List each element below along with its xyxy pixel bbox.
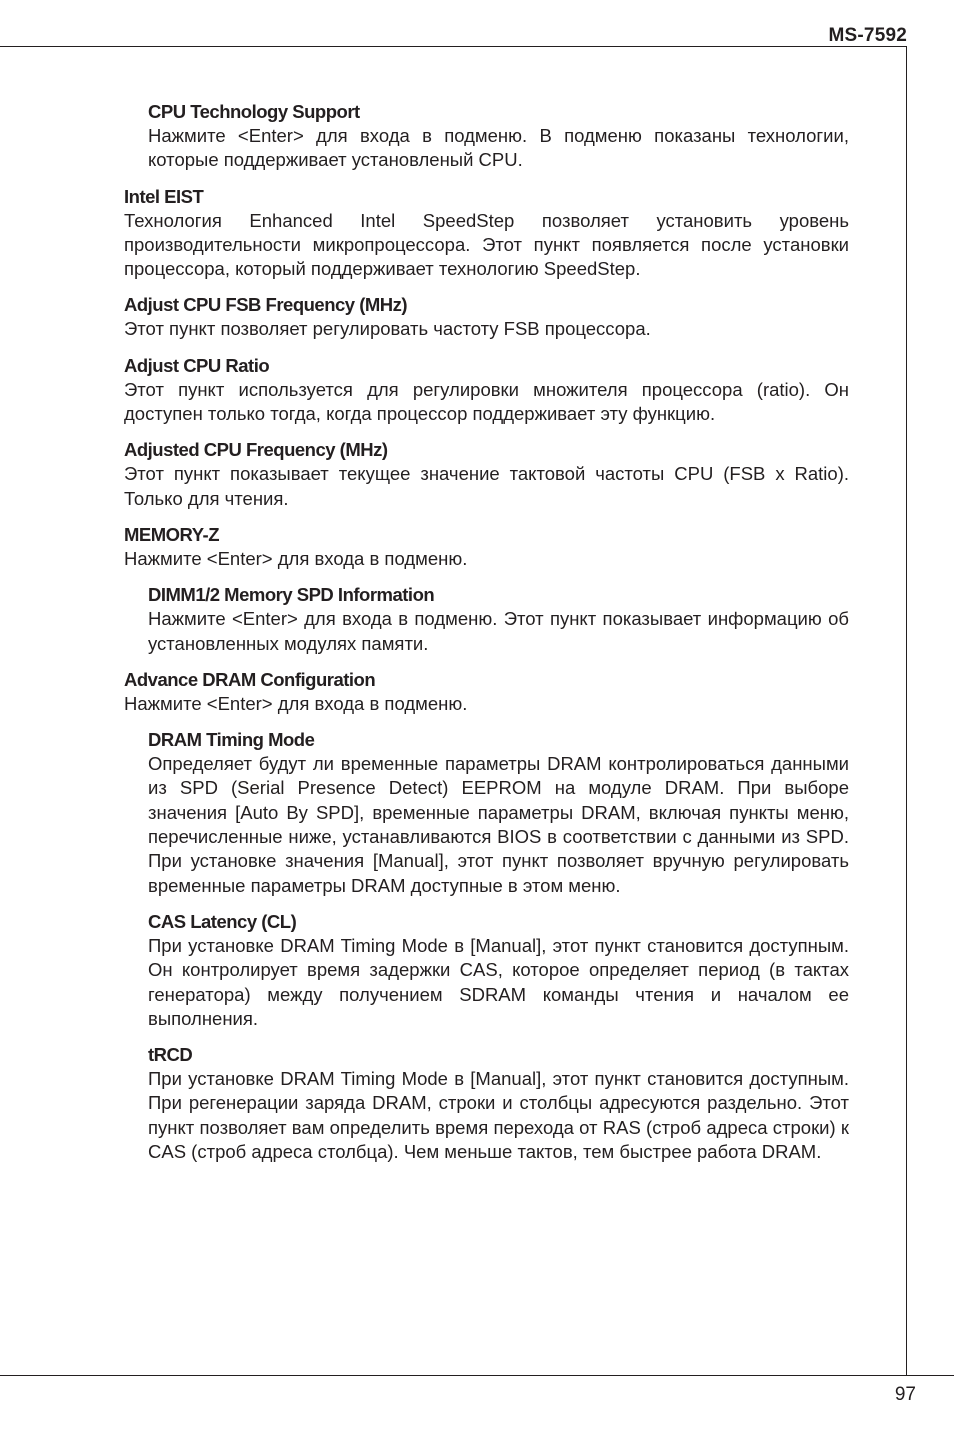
entry-description: Технология Enhanced Intel SpeedStep позволяет установить уровень производительности микропроцессора. Этот пункт появляется после установки процессора, который поддерживает технологию SpeedStep.	[124, 209, 849, 280]
entry-title: tRCD	[148, 1044, 193, 1066]
entry-title: CAS Latency (CL)	[148, 910, 297, 932]
entry-description: При установке DRAM Timing Mode в [Manual], этот пункт становится доступным. При регенерации заряда DRAM, строки и столбцы адресуются раздельно. Этот пункт позволяет вам определить время перехода от RAS (строб адреса строки) к CAS (строб адреса столбца). Чем меньше тактов, тем быстрее работа DRAM.	[148, 1068, 849, 1163]
entry-adjust-cpu-ratio	[124, 354, 849, 427]
page-number: 97	[894, 1384, 916, 1405]
footer-divider	[0, 1375, 954, 1376]
entry-description: Этот пункт позволяет регулировать частоту FSB процессора.	[124, 318, 651, 340]
entry-cpu-technology-support	[148, 100, 849, 173]
entry-dram-timing-mode	[148, 728, 849, 898]
entry-description: Нажмите <Enter> для входа в подменю. В подменю показаны технологии, которые поддерживает установленый CPU.	[148, 125, 849, 171]
entry-title: Adjust CPU FSB Frequency (MHz)	[124, 294, 408, 316]
entry-description: Нажмите <Enter> для входа в подменю.	[124, 547, 468, 569]
entry-description: Нажмите <Enter> для входа в подменю.	[124, 692, 468, 714]
entry-title: Advance DRAM Configuration	[124, 668, 376, 690]
entry-memory-z	[124, 523, 849, 571]
entry-dimm-spd-information	[148, 583, 849, 656]
entry-title: CPU Technology Support	[148, 101, 360, 122]
entry-adjusted-cpu-frequency	[124, 438, 849, 511]
entry-intel-eist	[124, 185, 849, 282]
model-label: MS-7592	[828, 25, 907, 46]
entry-description: Этот пункт показывает текущее значение тактовой частоты CPU (FSB x Ratio). Только для чтения.	[124, 463, 849, 509]
entry-title: DRAM Timing Mode	[148, 729, 315, 751]
manual-content	[124, 100, 849, 1176]
entry-description: Нажмите <Enter> для входа в подменю. Этот пункт показывает информацию об установленных модулях памяти.	[148, 608, 849, 654]
entry-title: Adjust CPU Ratio	[124, 354, 270, 376]
entry-cas-latency	[148, 910, 849, 1031]
header-divider	[0, 46, 907, 47]
entry-title: Intel EIST	[124, 185, 204, 207]
side-divider	[906, 46, 907, 1376]
entry-title: MEMORY-Z	[124, 523, 220, 545]
entry-title: Adjusted CPU Frequency (MHz)	[124, 439, 388, 461]
entry-description: Этот пункт используется для регулировки множителя процессора (ratio). Он доступен только тогда, когда процессор поддерживает эту функцию.	[124, 378, 849, 425]
entry-description: При установке DRAM Timing Mode в [Manual], этот пункт становится доступным. Он контролирует время задержки CAS, которое определяет период (в тактах генератора) между получением SDRAM команды чтения и началом ее выполнения.	[148, 934, 849, 1029]
entry-description: Определяет будут ли временные параметры DRAM контролироваться данными из SPD (Serial Presence Detect) EEPROM на модуле DRAM. При выборе значения [Auto By SPD], временные параметры DRAM, включая пункты меню, перечисленные ниже, устанавливаются BIOS в соответствии с данными из SPD. При установке значения [Manual], этот пункт позволяет вручную регулировать временные параметры DRAM доступные в этом меню.	[148, 753, 849, 896]
entry-advance-dram-configuration	[124, 668, 849, 716]
entry-adjust-cpu-fsb-frequency	[124, 293, 849, 341]
entry-trcd	[148, 1043, 849, 1164]
entry-title: DIMM1/2 Memory SPD Information	[148, 584, 435, 606]
